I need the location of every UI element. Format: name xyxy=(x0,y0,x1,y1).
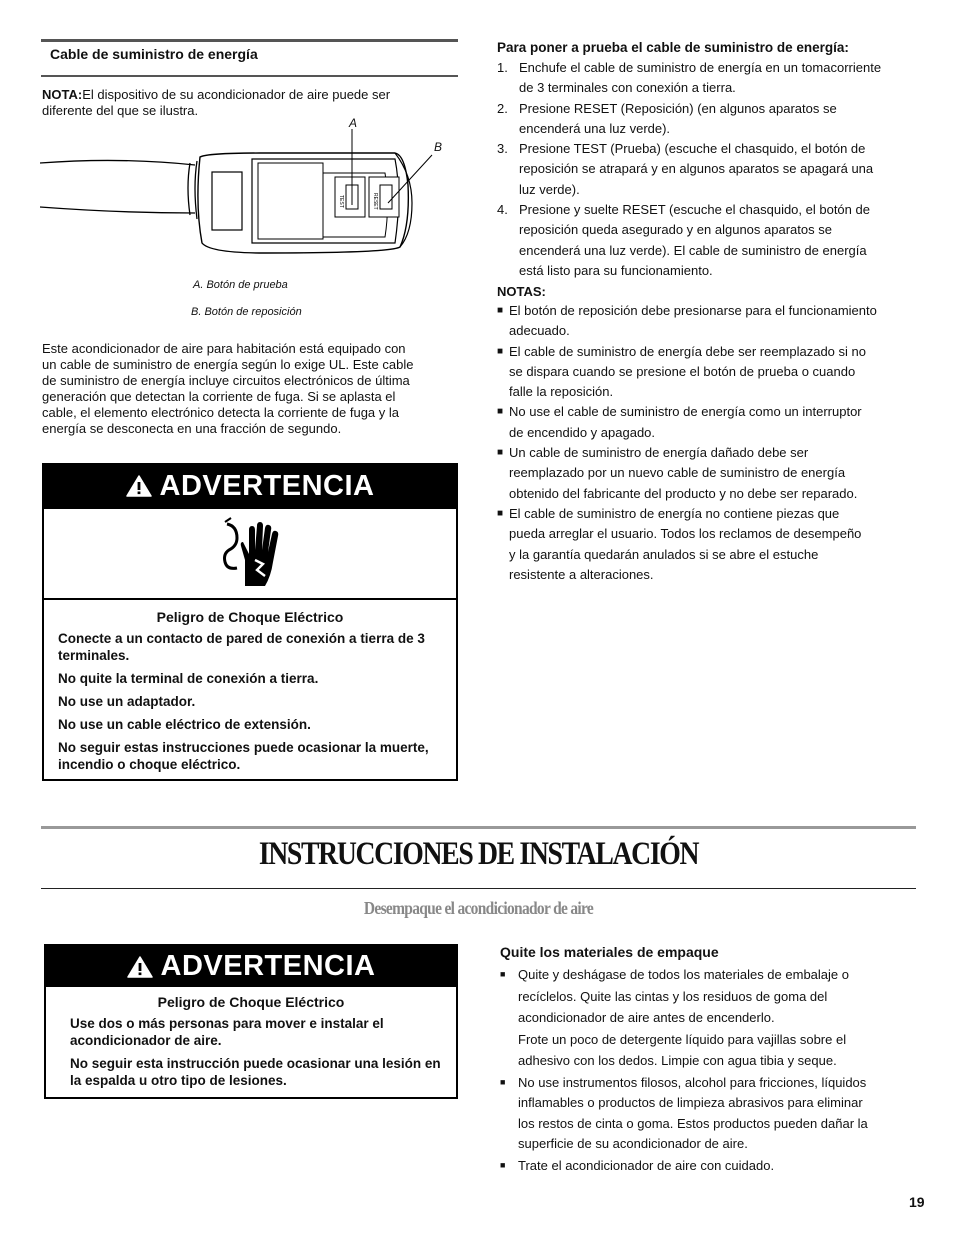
note-item xyxy=(497,301,917,342)
section-rule-bottom xyxy=(41,75,458,77)
step-number: 3. xyxy=(497,141,508,157)
step-line: Presione y suelte RESET (escuche el chasquido, el botón de xyxy=(519,202,870,218)
notes-list xyxy=(497,301,917,585)
para-line: de suministro de energía incluye circuitos electrónicos de última xyxy=(42,373,410,388)
bullet-square-icon: ■ xyxy=(497,305,504,316)
step xyxy=(497,139,917,200)
note-line: reemplazado por un nuevo cable de suministro de energía xyxy=(509,465,846,481)
warning-lines xyxy=(70,1015,442,1089)
note-item xyxy=(497,504,917,585)
packaging-line: recíclelos. Quite las cintas y los residuos de goma del xyxy=(518,988,828,1004)
warning-line: No seguir esta instrucción puede ocasionar una lesión en la espalda u otro tipo de lesiones. xyxy=(70,1056,441,1088)
power-cord-title: Cable de suministro de energía xyxy=(50,46,258,62)
para-line: Este acondicionador de aire para habitación está equipado con xyxy=(42,341,406,356)
warning-pictogram-area xyxy=(44,507,456,600)
caption-a: A. Botón de prueba xyxy=(193,279,288,291)
label-a: A xyxy=(349,116,358,130)
bullet-square-icon: ■ xyxy=(500,969,506,979)
packaging-line: No use instrumentos filosos, alcohol para fricciones, líquidos xyxy=(518,1074,867,1090)
step-line: está listo para su funcionamiento. xyxy=(519,262,713,278)
testing-title: Para poner a prueba el cable de suministro de energía: xyxy=(497,40,849,55)
section-rule-top xyxy=(41,39,458,42)
para-line: energía se desconecta en una fracción de segundo. xyxy=(42,421,342,436)
bullet-square-icon: ■ xyxy=(500,1159,506,1170)
packaging-line: Frote un poco de detergente líquido para vajillas sobre el xyxy=(518,1031,847,1047)
step-line: Presione TEST (Prueba) (escuche el chasquido, el botón de xyxy=(519,141,866,157)
testing-steps xyxy=(497,58,917,281)
warning-line: Conecte a un contacto de pared de conexión a tierra de 3 terminales. xyxy=(58,631,425,663)
note-line: Un cable de suministro de energía dañado debe ser xyxy=(509,445,809,461)
packaging-line: inflamables o productos de limpieza abrasivos para eliminar xyxy=(518,1095,863,1110)
note-line: No use el cable de suministro de energía como un interruptor xyxy=(509,404,862,420)
warning-subtitle: Peligro de Choque Eléctrico xyxy=(156,609,344,625)
note-line: de encendido y apagado. xyxy=(509,424,656,440)
packaging-line: acondicionador de aire antes de encenderlo. xyxy=(518,1010,775,1025)
step-number: 4. xyxy=(497,202,508,218)
packaging-item xyxy=(500,964,920,1029)
install-rule-bottom xyxy=(41,888,916,889)
warning-line: Use dos o más personas para mover e instalar el acondicionador de aire. xyxy=(70,1016,384,1048)
power-cord-plug-illustration xyxy=(40,115,450,275)
warning-header xyxy=(46,946,456,987)
note-line: El cable de suministro de energía debe ser reemplazado si no xyxy=(509,343,866,359)
note-line: y la garantía quedarán anulados si se abre el estuche xyxy=(509,546,819,562)
packaging-item xyxy=(500,1029,920,1072)
step-line: Presione RESET (Reposición) (en algunos aparatos se xyxy=(519,100,837,116)
step-line: encenderá una luz verde). El cable de suministro de energía xyxy=(519,242,867,258)
step-line: de 3 terminales con conexión a tierra. xyxy=(519,80,736,96)
step xyxy=(497,58,917,99)
step-number: 1. xyxy=(497,60,508,75)
packaging-line: Trate el acondicionador de aire con cuidado. xyxy=(518,1157,775,1173)
packaging-line: los restos de cinta o goma. Estos productos pueden dañar la xyxy=(518,1115,868,1131)
warning-line: No quite la terminal de conexión a tierra. xyxy=(58,671,319,686)
note-line: falle la reposición. xyxy=(509,384,614,400)
warning-triangle-icon xyxy=(127,955,153,979)
note-line: adecuado. xyxy=(509,323,570,339)
note-label: NOTA: xyxy=(42,87,83,102)
note-line: resistente a alteraciones. xyxy=(509,566,654,582)
step-number: 2. xyxy=(497,100,508,116)
step-line: reposición queda asegurado y en algunos aparatos se xyxy=(519,222,832,238)
page-number: 19 xyxy=(909,1194,925,1210)
warning-line: No seguir estas instrucciones puede ocasionar la muerte, incendio o choque eléctrico. xyxy=(58,740,429,772)
warning-box-electric xyxy=(42,463,458,781)
notes-label: NOTAS: xyxy=(497,284,546,299)
electric-shock-hand-icon xyxy=(215,516,285,592)
step-line: encenderá una luz verde). xyxy=(519,120,671,136)
bullet-square-icon: ■ xyxy=(497,447,504,459)
note-line: El cable de suministro de energía no contiene piezas que xyxy=(509,505,840,521)
packaging-item xyxy=(500,1155,920,1177)
warning-lines xyxy=(58,630,442,773)
test-button-label: TEST xyxy=(338,195,344,208)
note-item xyxy=(497,443,917,504)
warning-title: ADVERTENCIA xyxy=(160,950,376,982)
bullet-square-icon: ■ xyxy=(497,345,504,357)
bullet-square-icon: ■ xyxy=(500,1076,506,1087)
install-rule-top xyxy=(41,826,916,829)
warning-title: ADVERTENCIA xyxy=(159,469,375,502)
step-line: reposición se atrapará y en algunos aparatos se apagará una xyxy=(519,161,874,177)
para-line: generación que detectan la corriente de fuga. Si se aplasta el xyxy=(42,389,396,404)
note-line: pueda arreglar el usuario. Todos los reclamos de desempeño xyxy=(509,526,862,542)
step xyxy=(497,200,917,281)
packaging-item xyxy=(500,1072,920,1155)
install-subtitle: Desempaque el acondicionador de aire xyxy=(363,898,594,918)
note-line: se dispara cuando se presione el botón de prueba o cuando xyxy=(509,363,856,379)
note-line: El botón de reposición debe presionarse para el funcionamiento xyxy=(509,303,877,318)
step xyxy=(497,99,917,140)
packaging-line: adhesivo con los dedos. Limpie con agua tibia y seque. xyxy=(518,1053,837,1068)
warning-line: No use un adaptador. xyxy=(58,694,196,709)
step-line: Enchufe el cable de suministro de energía en un tomacorriente xyxy=(519,60,882,75)
reset-button-label: RESET xyxy=(372,193,378,210)
label-b: B xyxy=(434,140,443,154)
install-title: INSTRUCCIONES DE INSTALACIÓN xyxy=(258,836,699,872)
bullet-square-icon: ■ xyxy=(497,406,504,418)
bullet-square-icon: ■ xyxy=(497,507,504,519)
warning-triangle-icon xyxy=(126,474,152,498)
note-item xyxy=(497,402,917,443)
warning-header xyxy=(44,465,456,507)
para-line: cable, el elemento electrónico detecta la corriente de fuga y la xyxy=(42,405,399,420)
warning-line: No use un cable eléctrico de extensión. xyxy=(58,717,311,732)
power-cord-paragraph xyxy=(42,341,462,437)
note-line: obtenido del fabricante del producto y no debe ser reparado. xyxy=(509,485,858,501)
warning-subtitle: Peligro de Choque Eléctrico xyxy=(157,994,345,1010)
packaging-line: superficie de su acondicionador de aire. xyxy=(518,1136,748,1151)
packaging-title: Quite los materiales de empaque xyxy=(500,944,719,960)
para-line: un cable de suministro de energía según lo exige UL. Este cable xyxy=(42,357,414,372)
note-item xyxy=(497,342,917,403)
packaging-line: Quite y deshágase de todos los materiales de embalaje o xyxy=(518,967,849,982)
warning-box-lifting xyxy=(44,944,458,1099)
caption-b: B. Botón de reposición xyxy=(191,306,302,318)
note-text: El dispositivo de su acondicionador de aire puede ser diferente del que se ilustra. xyxy=(42,87,391,118)
step-line: luz verde). xyxy=(519,181,580,197)
packaging-list xyxy=(500,964,920,1176)
